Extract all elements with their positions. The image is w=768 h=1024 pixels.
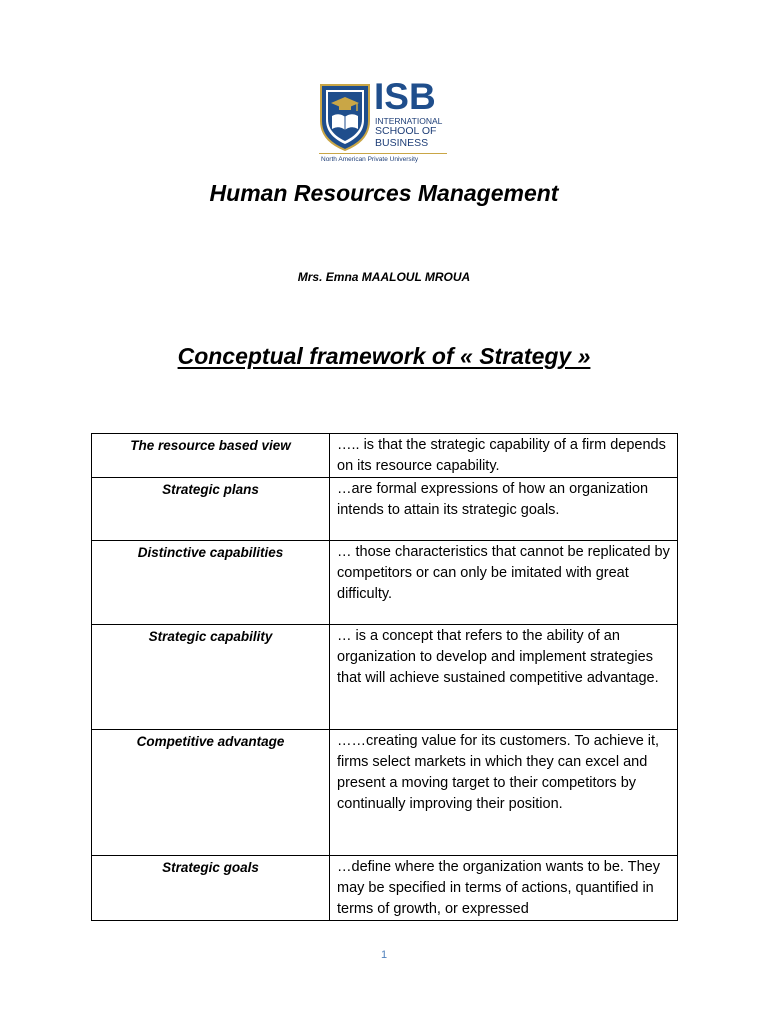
term-cell: Competitive advantage <box>92 730 330 856</box>
definitions-table <box>91 433 678 921</box>
logo-acronym: ISB <box>374 76 436 117</box>
term-cell: Strategic capability <box>92 625 330 730</box>
term-cell: Strategic goals <box>92 856 330 921</box>
section-heading <box>0 343 768 370</box>
table-row <box>92 434 678 478</box>
logo-line-school-of: SCHOOL OF <box>375 125 437 137</box>
definition-cell: … those characteristics that cannot be replicated by competitors or can only be imitated with great difficulty. <box>330 541 678 625</box>
table-row <box>92 625 678 730</box>
term-cell: Distinctive capabilities <box>92 541 330 625</box>
section-heading-text: Conceptual framework of « Strategy » <box>177 343 591 369</box>
definition-cell: …are formal expressions of how an organization intends to attain its strategic goals. <box>330 478 678 541</box>
author-name: Mrs. Emna MAALOUL MROUA <box>297 270 471 284</box>
definition-cell: …define where the organization wants to be. They may be specified in terms of actions, quantified in terms of growth, or expressed <box>330 856 678 921</box>
table-row <box>92 478 678 541</box>
isb-logo <box>319 76 451 167</box>
shield-icon <box>319 83 371 151</box>
logo-tagline: North American Private University <box>321 156 419 163</box>
definition-cell: … is a concept that refers to the ability of an organization to develop and implement strategies that will achieve sustained competitive advantage. <box>330 625 678 730</box>
logo-line-business: BUSINESS <box>375 137 429 149</box>
definition-cell: ….. is that the strategic capability of a firm depends on its resource capability. <box>330 434 678 478</box>
logo-divider <box>319 153 447 154</box>
page-number: 1 <box>380 949 388 961</box>
table-row <box>92 856 678 921</box>
document-title: Human Resources Management <box>209 180 559 206</box>
term-cell: Strategic plans <box>92 478 330 541</box>
table-row <box>92 541 678 625</box>
term-cell: The resource based view <box>92 434 330 478</box>
logo-line-international: INTERNATIONAL <box>375 116 443 126</box>
definition-cell: ……creating value for its customers. To achieve it, firms select markets in which they can excel and present a moving target to their competitors by continually improving their position. <box>330 730 678 856</box>
table-row <box>92 730 678 856</box>
